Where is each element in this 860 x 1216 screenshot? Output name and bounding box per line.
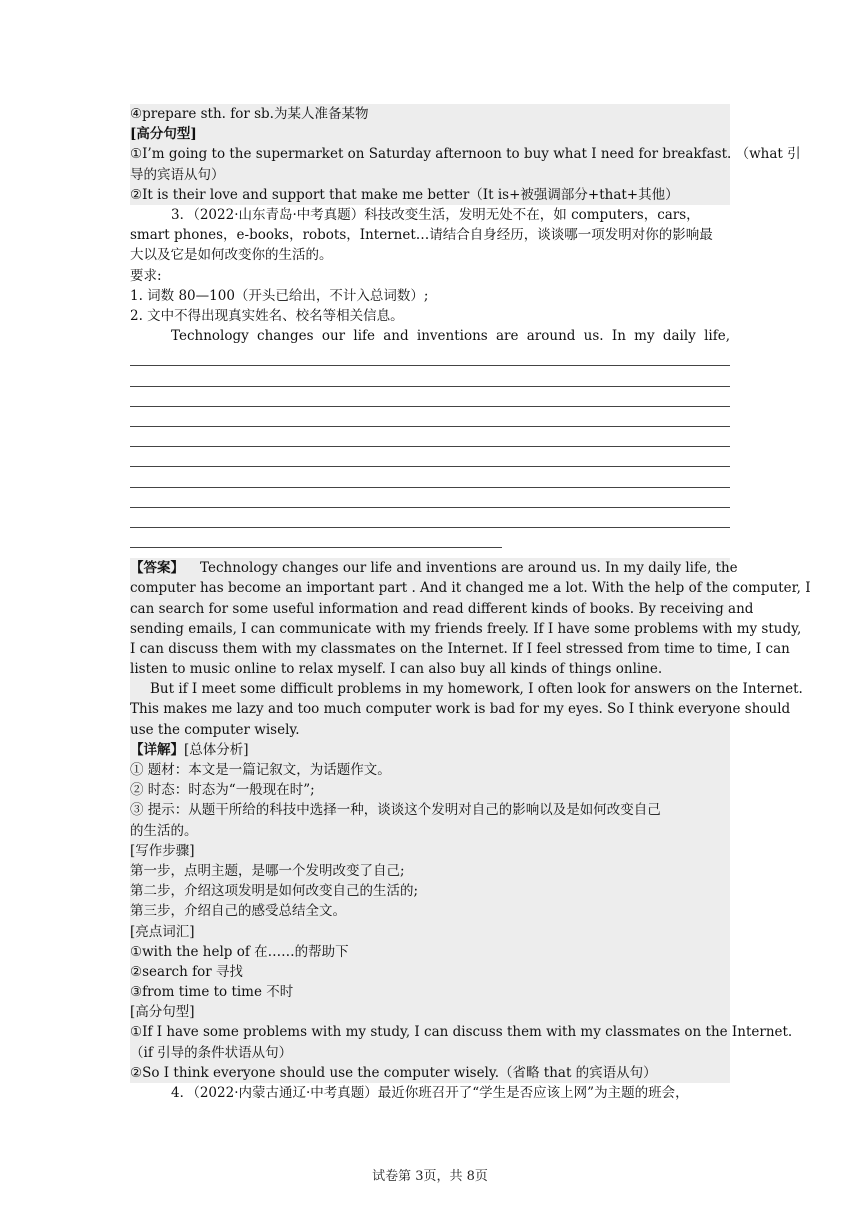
answer-line[interactable] — [130, 528, 502, 548]
answer-line[interactable] — [130, 346, 730, 366]
overall-point-3-cont: 的生活的。 — [130, 821, 730, 841]
highlight-vocab-heading: [亮点词汇] — [130, 922, 730, 942]
sentence-pattern-2: ②It is their love and support that make me better（It is+被强调部分+that+其他） — [130, 185, 730, 205]
answer-line[interactable] — [130, 387, 730, 407]
answer-blank-lines — [130, 346, 730, 548]
answer-line[interactable] — [130, 366, 730, 386]
highlight-vocab-1: ①with the help of 在……的帮助下 — [130, 942, 730, 962]
vocab-item-4: ④prepare sth. for sb.为某人准备某物 — [130, 104, 730, 124]
detail-tag: 【详解】 — [130, 741, 184, 758]
detail-heading — [130, 740, 730, 760]
answer-text: sending emails, I can communicate with my friends freely. If I have some problems with my study, — [130, 619, 730, 639]
answer-text: computer has become an important part . And it changed me a lot. With the help of the computer, I — [130, 578, 730, 598]
highlight-vocab-3: ③from time to time 不时 — [130, 982, 730, 1002]
overall-point-1: ① 题材：本文是一篇记叙文，为话题作文。 — [130, 760, 730, 780]
question-4-stem: 4．（2022·内蒙古通辽·中考真题）最近你班召开了“学生是否应该上网”为主题的班会， — [171, 1085, 689, 1101]
page-content — [130, 104, 811, 1103]
answer-line[interactable] — [130, 508, 730, 528]
detail-section — [130, 740, 793, 1083]
answer-text: Technology changes our life and inventions are around us. In my daily life, the — [200, 560, 738, 577]
sentence-pattern-1-cont: （if 引导的条件状语从句） — [130, 1043, 730, 1063]
answer-line-1 — [130, 558, 738, 578]
answer-text: I can discuss them with my classmates on the Internet. If I feel stressed from time to time, I can — [130, 639, 730, 659]
answer-text: But if I meet some difficult problems in my homework, I often look for answers on the Internet. — [130, 679, 730, 699]
answer-section — [130, 558, 811, 740]
answer-text: listen to music online to relax myself. I can also buy all kinds of things online. — [130, 659, 730, 679]
answer-line[interactable] — [130, 447, 730, 467]
overall-analysis-heading: [总体分析] — [184, 741, 249, 758]
question-3-stem-cont: smart phones，e-books，robots，Internet…请结合自身经历，谈谈哪一项发明对你的影响最 — [130, 227, 713, 244]
answer-line[interactable] — [130, 467, 730, 487]
question-3-stem: 3．（2022·山东青岛·中考真题）科技改变生活，发明无处不在，如 computers，cars， — [171, 206, 700, 223]
requirements-title: 要求: — [130, 267, 162, 284]
answer-text: use the computer wisely. — [130, 720, 730, 740]
writing-step-1: 第一步，点明主题，是哪一个发明改变了自己; — [130, 861, 730, 881]
answer-line[interactable] — [130, 488, 730, 508]
answer-line[interactable] — [130, 427, 730, 447]
answer-line[interactable] — [130, 407, 730, 427]
overall-point-3: ③ 提示：从题干所给的科技中选择一种，谈谈这个发明对自己的影响以及是如何改变自己 — [130, 800, 730, 820]
answer-text: This makes me lazy and too much computer work is bad for my eyes. So I think everyone should — [130, 699, 730, 719]
page-footer: 试卷第 3页，共 8页 — [372, 1169, 488, 1184]
sentence-pattern-1-cont: 导的宾语从句） — [130, 165, 730, 185]
question-3-stem-end: 大以及它是如何改变你的生活的。 — [130, 247, 333, 264]
answer-tag: 【答案】 — [130, 560, 184, 577]
sentence-pattern-heading: [高分句型] — [130, 124, 730, 144]
sentence-pattern-1: ①If I have some problems with my study, I can discuss them with my classmates on the Internet. — [130, 1022, 730, 1042]
essay-opening: Technology changes our life and inventions are around us. In my daily life, — [171, 328, 730, 345]
answer-text: can search for some useful information and read different kinds of books. By receiving and — [130, 599, 730, 619]
writing-step-2: 第二步，介绍这项发明是如何改变自己的生活的; — [130, 881, 730, 901]
requirement-2: 2. 文中不得出现真实姓名、校名等相关信息。 — [130, 307, 404, 324]
sentence-pattern-2: ②So I think everyone should use the computer wisely.（省略 that 的宾语从句） — [130, 1063, 730, 1083]
writing-steps-heading: [写作步骤] — [130, 841, 730, 861]
sentence-pattern-1: ①I’m going to the supermarket on Saturday afternoon to buy what I need for breakfast. （what 引 — [130, 144, 730, 164]
highlight-vocab-2: ②search for 寻找 — [130, 962, 730, 982]
overall-point-2: ② 时态：时态为“一般现在时”; — [130, 780, 730, 800]
requirement-1: 1. 词数 80—100（开头已给出，不计入总词数）; — [130, 287, 429, 304]
sentence-pattern-heading: [高分句型] — [130, 1002, 730, 1022]
writing-step-3: 第三步，介绍自己的感受总结全文。 — [130, 901, 730, 921]
